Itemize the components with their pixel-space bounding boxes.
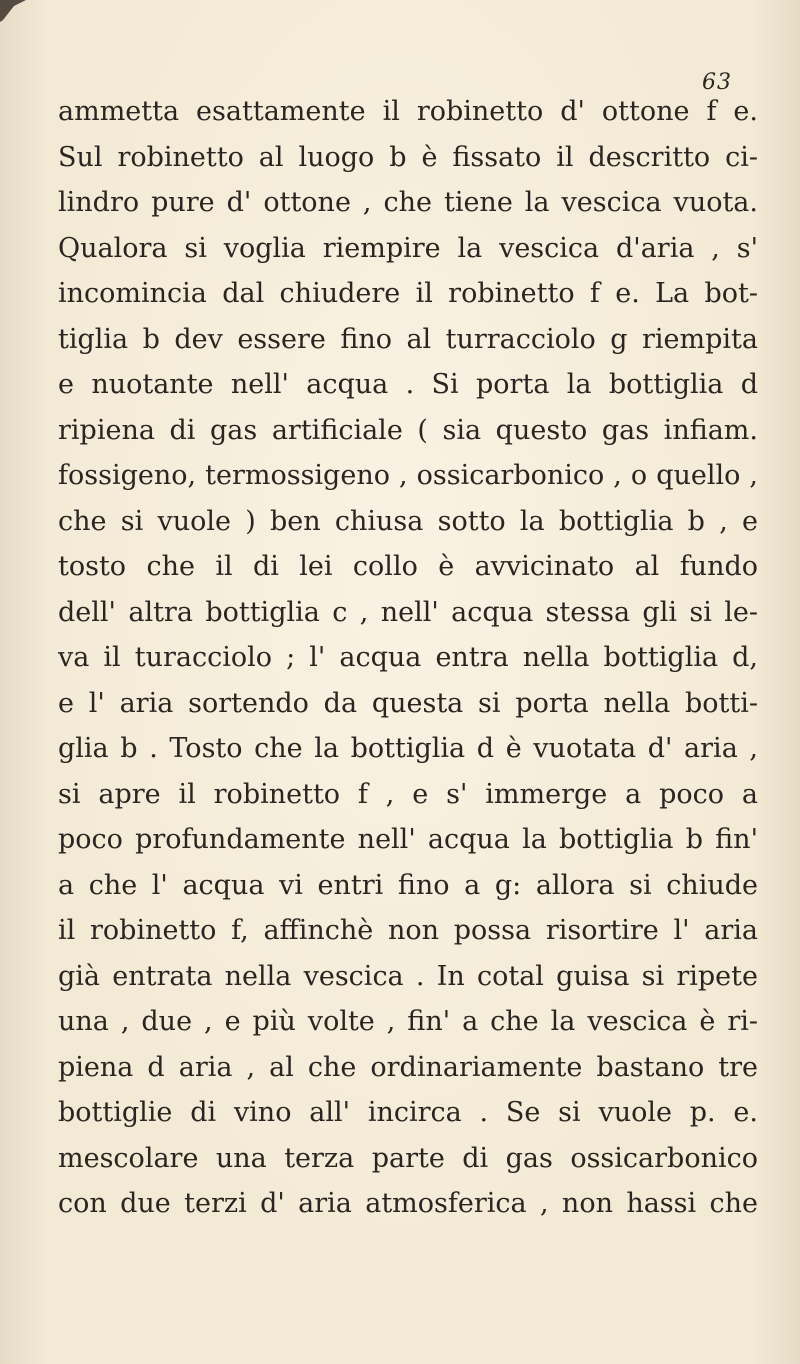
text-line: lindro pure d' ottone , che tiene la vescica vuota.: [58, 187, 758, 218]
text-line: piena d aria , al che ordinariamente bastano tre: [58, 1051, 758, 1083]
page-corner-mark: [0, 0, 26, 22]
text-line: una , due , e più volte , fin' a che la vescica è ri-: [58, 1006, 758, 1037]
text-line: a che l' acqua vi entri fino a g: allora si chiude: [58, 869, 758, 901]
text-line: e l' aria sortendo da questa si porta nella botti-: [58, 687, 758, 719]
text-line: dell' altra bottiglia c , nell' acqua stessa gli si le-: [58, 596, 758, 628]
text-line: che si vuole ) ben chiusa sotto la bottiglia b , e: [58, 505, 758, 537]
text-line: glia b . Tosto che la bottiglia d è vuotata d' aria ,: [58, 733, 758, 764]
text-line: ripiena di gas artificiale ( sia questo gas infiam.: [58, 414, 758, 446]
text-line: si apre il robinetto f , e s' immerge a poco a: [58, 778, 758, 810]
text-line: con due terzi d' aria atmosferica , non hassi che: [58, 1188, 758, 1219]
text-line: ammetta esattamente il robinetto d' ottone f e.: [58, 96, 758, 127]
text-line: Sul robinetto al luogo b è fissato il descritto ci-: [58, 141, 758, 173]
body-text: [58, 89, 758, 1227]
page-number: 63: [702, 70, 732, 95]
text-line: fossigeno, termossigeno , ossicarbonico , o quello ,: [58, 460, 758, 491]
text-line: mescolare una terza parte di gas ossicarbonico: [58, 1142, 758, 1174]
text-line: tiglia b dev essere fino al turracciolo g riempita: [58, 323, 758, 355]
text-line: incomincia dal chiudere il robinetto f e. La bot-: [58, 278, 758, 309]
text-line: tosto che il di lei collo è avvicinato al fundo: [58, 551, 758, 582]
text-line: già entrata nella vescica . In cotal guisa si ripete: [58, 960, 758, 992]
text-line: va il turacciolo ; l' acqua entra nella bottiglia d,: [58, 642, 758, 673]
text-line: il robinetto f, affinchè non possa risortire l' aria: [58, 915, 758, 946]
text-line: poco profundamente nell' acqua la bottiglia b fin': [58, 824, 758, 855]
text-line: Qualora si voglia riempire la vescica d'aria , s': [58, 232, 758, 264]
text-line: bottiglie di vino all' incirca . Se si vuole p. e.: [58, 1097, 758, 1128]
text-line: e nuotante nell' acqua . Si porta la bottiglia d: [58, 369, 758, 400]
